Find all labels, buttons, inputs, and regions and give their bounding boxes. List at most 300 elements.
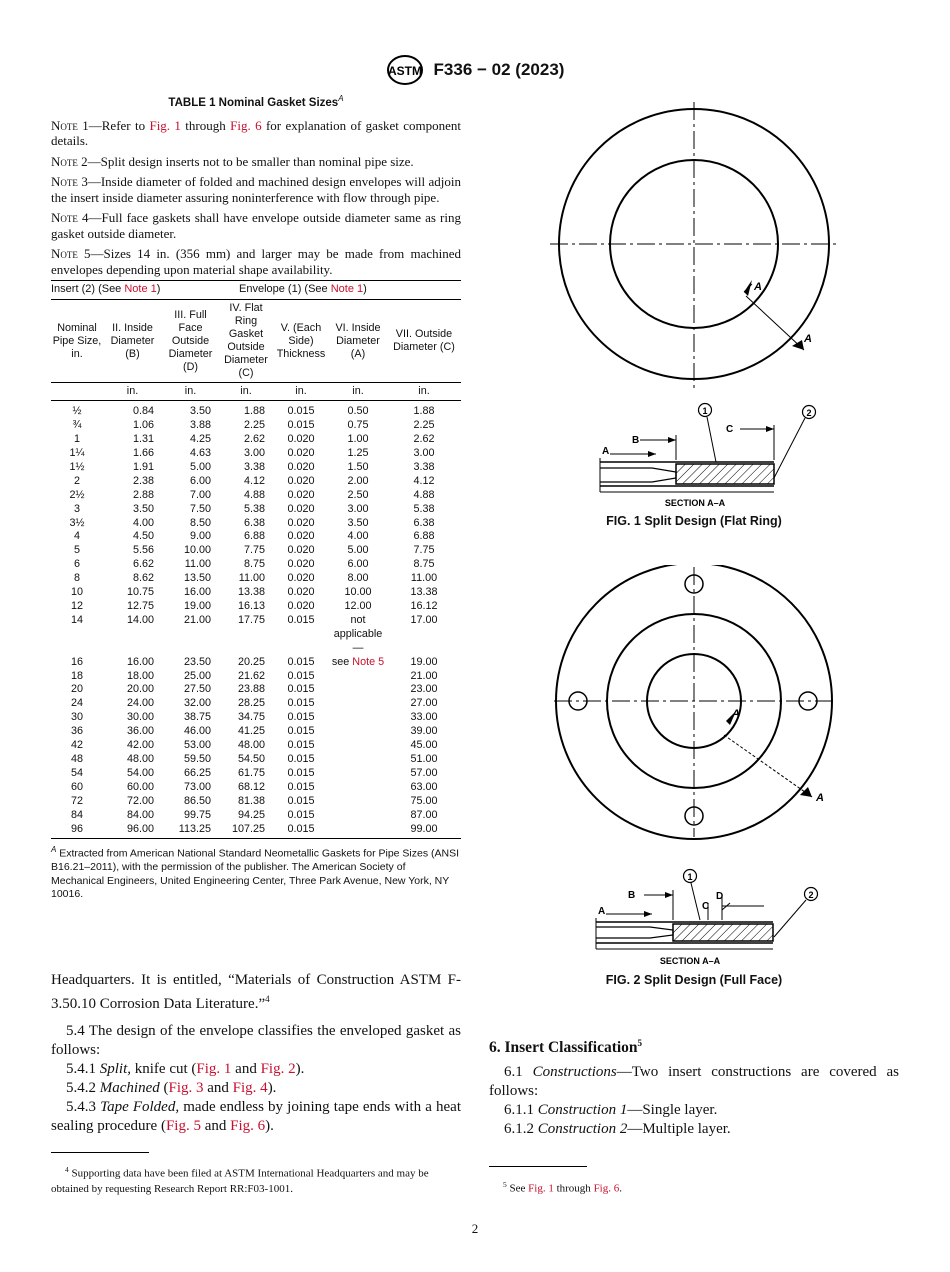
table-cell: 0.015	[287, 697, 315, 710]
page-header	[0, 54, 950, 86]
table-cell: 96	[51, 823, 103, 839]
table-cell: 99.75	[183, 808, 211, 821]
table-row	[51, 628, 461, 656]
nominal-gasket-sizes-table	[51, 280, 461, 839]
table-cell: 4.25	[189, 433, 211, 446]
link-fig-4[interactable]: Fig. 4	[232, 1080, 268, 1096]
table-cell: 0.015	[287, 780, 315, 793]
table-cell: 18.00	[126, 669, 154, 682]
link-fig-5[interactable]: Fig. 5	[165, 1118, 201, 1134]
table-cell: 66.25	[183, 766, 211, 779]
table-cell: 4.00	[347, 530, 369, 543]
table-cell: 30	[70, 711, 83, 724]
table-cell	[329, 725, 387, 739]
table-cell: 63.00	[410, 780, 438, 793]
table-cell: 4	[73, 530, 80, 543]
table-cell	[329, 809, 387, 823]
table-cell: 0.020	[287, 586, 315, 599]
table-cell: 0.75	[347, 419, 369, 432]
table-row	[51, 809, 461, 823]
link-fig-1[interactable]: Fig. 1	[149, 117, 181, 133]
unit-cell: in.	[273, 383, 329, 401]
table-row	[51, 503, 461, 517]
table-cell: 19.00	[410, 655, 438, 668]
full-face-plan-view	[554, 565, 834, 839]
column-header-row	[51, 300, 461, 383]
table-row	[51, 795, 461, 809]
table-cell: 8.50	[189, 516, 211, 529]
unit-cell: in.	[329, 383, 387, 401]
table-cell: 21.62	[237, 669, 265, 682]
table-cell: 24	[70, 697, 83, 710]
footnote-rule	[489, 1166, 587, 1167]
table-cell: 6.00	[189, 474, 211, 487]
table-cell	[329, 697, 387, 711]
table-row	[51, 489, 461, 503]
table-cell	[103, 628, 162, 656]
table-cell: 51.00	[410, 752, 438, 765]
svg-text:C: C	[726, 424, 734, 435]
table-cell: 0.015	[287, 669, 315, 682]
svg-text:A: A	[732, 708, 740, 720]
table-cell: 60	[70, 780, 83, 793]
table-cell: 96.00	[103, 823, 162, 839]
table-cell: 16	[70, 655, 83, 668]
table-cell: 0.015	[287, 766, 315, 779]
table-cell: 4.88	[243, 488, 265, 501]
table-cell: 59.50	[183, 752, 211, 765]
table-cell: 8	[73, 572, 80, 585]
table-note-4: Note 4—Full face gaskets shall have envelope outside diameter same as ring gasket outside diameter.	[51, 210, 461, 241]
table-cell: 0.020	[287, 488, 315, 501]
table-cell: 3.38	[413, 460, 435, 473]
table-cell: 0.020	[287, 600, 315, 613]
table-cell: 13.50	[183, 572, 211, 585]
table-cell: 13.38	[237, 586, 265, 599]
column-header: III. Full Face Outside Diameter (D)	[162, 300, 219, 383]
table-cell: 0.015	[287, 711, 315, 724]
table-cell: 4.50	[132, 530, 154, 543]
table-cell: 2.25	[413, 419, 435, 432]
svg-text:A: A	[804, 333, 812, 345]
table-cell: 0.015	[287, 613, 315, 626]
table-cell: 0.020	[287, 433, 315, 446]
svg-text:1: 1	[702, 406, 708, 416]
table-cell: 11.00	[184, 558, 211, 571]
table-cell: 0.020	[287, 530, 315, 543]
table-cell	[51, 628, 103, 656]
table-cell: 1½	[69, 460, 85, 473]
svg-text:D: D	[716, 891, 724, 902]
table-cell: 46.00	[183, 725, 211, 738]
table-cell: 32.00	[183, 697, 211, 710]
table-cell: 0.015	[287, 419, 315, 432]
table-cell: 54.00	[126, 766, 154, 779]
table-note-2: Note 2—Split design inserts not to be smaller than nominal pipe size.	[51, 153, 414, 169]
svg-text:B: B	[628, 890, 636, 901]
table-cell: 0.020	[287, 544, 315, 557]
table-cell: 2.62	[243, 433, 265, 446]
link-note-1[interactable]: Note 1	[124, 283, 157, 296]
table-cell: 48.00	[126, 752, 154, 765]
table-cell: 2.25	[243, 419, 265, 432]
table-cell: 107.25	[219, 823, 273, 839]
page-number: 2	[471, 1221, 479, 1236]
astm-logo-icon	[386, 54, 424, 86]
table-cell: see Note 5	[331, 655, 385, 668]
table-cell: 6.88	[243, 530, 265, 543]
table-cell: 20	[70, 683, 83, 696]
table-cell: 41.25	[237, 725, 265, 738]
table-cell: 27.00	[410, 697, 438, 710]
link-fig-1[interactable]: Fig. 1	[528, 1182, 554, 1195]
flat-ring-plan-view	[550, 102, 840, 390]
table-row	[51, 725, 461, 739]
table-cell: 24.00	[126, 697, 154, 710]
table-cell: 19.00	[183, 600, 211, 613]
table-cell: 60.00	[126, 780, 154, 793]
fig-1-drawing	[540, 100, 860, 520]
units-row	[51, 383, 461, 401]
table-cell: 0.020	[287, 572, 315, 585]
table-cell: 2.88	[132, 488, 154, 501]
table-cell: 0.84	[132, 405, 154, 418]
table-cell: 0.015	[287, 683, 315, 696]
item-5-4-1: 5.4.1 Split, knife cut (Fig. 1 and Fig. 2).	[66, 1061, 305, 1077]
table-cell: 42.00	[126, 739, 154, 752]
svg-text:C: C	[702, 901, 710, 912]
table-cell: 42	[70, 739, 83, 752]
table-cell	[329, 683, 387, 697]
table-cell: 38.75	[183, 711, 211, 724]
table-cell	[329, 795, 387, 809]
table-row	[51, 419, 461, 433]
table-cell: 4.88	[413, 488, 435, 501]
table-cell: 12	[70, 600, 83, 613]
table-cell: 23.50	[183, 655, 211, 668]
link-note-1[interactable]: Note 1	[330, 283, 364, 296]
table-row	[51, 586, 461, 600]
table-cell: 23.00	[410, 683, 438, 696]
link-fig-2[interactable]: Fig. 2	[260, 1061, 296, 1077]
table-row	[51, 447, 461, 461]
table-row	[51, 530, 461, 544]
table-row	[51, 544, 461, 558]
table-cell: 0.020	[287, 460, 315, 473]
table-note-3: Note 3—Inside diameter of folded and machined design envelopes will adjoin the insert inside diameter assuring noninterference with flow through pipe.	[51, 174, 461, 205]
link-fig-6[interactable]: Fig. 6	[230, 117, 262, 133]
table-cell: 3.00	[413, 447, 435, 460]
table-cell: 17.00	[410, 613, 438, 626]
table-row	[51, 656, 461, 670]
table-cell: 6.00	[347, 558, 369, 571]
svg-text:SECTION A–A: SECTION A–A	[664, 498, 726, 508]
table-cell: 5.38	[243, 502, 265, 515]
table-cell: 10.75	[126, 586, 154, 599]
table-cell: 5.00	[189, 460, 211, 473]
table-row	[51, 823, 461, 839]
table-row	[51, 461, 461, 475]
svg-text:A: A	[754, 281, 762, 293]
svg-text:2: 2	[808, 890, 814, 900]
svg-text:A: A	[598, 906, 606, 917]
table-cell: 7.75	[413, 544, 435, 557]
svg-text:1: 1	[687, 872, 693, 882]
table-cell: 113.25	[162, 823, 219, 839]
table-cell: 21.00	[183, 613, 211, 626]
table-cell: 0.015	[287, 655, 315, 668]
table-cell: 75.00	[410, 794, 438, 807]
table-cell: 2½	[69, 488, 85, 501]
table-cell: 8.00	[347, 572, 369, 585]
table-cell: 6.62	[132, 558, 154, 571]
table-cell: 1¼	[69, 447, 85, 460]
table-cell: 11.00	[410, 572, 438, 585]
table-cell: 2	[73, 474, 80, 487]
full-face-section-view	[596, 870, 818, 967]
table-cell: 3.50	[132, 502, 154, 515]
table-note-5: Note 5—Sizes 14 in. (356 mm) and larger may be made from machined envelopes depending upon material shape availability.	[51, 246, 461, 277]
table-cell: 5.38	[413, 502, 435, 515]
table-cell: 16.00	[183, 586, 211, 599]
table-cell: 25.00	[183, 669, 211, 682]
table-cell: 72	[70, 794, 83, 807]
table-cell: 68.12	[237, 780, 265, 793]
table-cell: 4.63	[189, 447, 211, 460]
table-cell: 4.12	[413, 474, 435, 487]
table-cell	[329, 767, 387, 781]
table-cell: 3	[73, 502, 80, 515]
table-cell: 21.00	[410, 669, 438, 682]
table-cell: 99.00	[387, 823, 461, 839]
table-cell	[273, 628, 329, 656]
table-cell	[387, 628, 461, 656]
column-header: VI. Inside Diameter (A)	[329, 300, 387, 383]
table-cell: ½	[72, 405, 82, 418]
table-1-block	[51, 92, 461, 902]
table-cell: 39.00	[410, 725, 438, 738]
table-cell: 10	[70, 586, 83, 599]
table-cell: 2.38	[132, 474, 154, 487]
table-row	[51, 753, 461, 767]
table-cell: 16.12	[410, 600, 438, 613]
table-cell: 3.50	[347, 516, 369, 529]
table-cell: 5.56	[132, 544, 154, 557]
table-title: TABLE 1 Nominal Gasket Sizes$^A$	[168, 94, 344, 109]
svg-text:A: A	[602, 446, 610, 457]
table-cell: 57.00	[410, 766, 438, 779]
table-cell: 84.00	[126, 808, 154, 821]
table-cell: 18	[70, 669, 83, 682]
table-cell: 7.00	[189, 488, 211, 501]
table-cell: 1.50	[347, 460, 369, 473]
table-cell	[329, 711, 387, 725]
table-cell: 84	[70, 808, 83, 821]
table-cell: 1.88	[243, 405, 265, 418]
paragraph-6-1: 6.1 Constructions—Two insert constructions are covered as follows:	[489, 1064, 899, 1100]
table-cell: 6.38	[413, 516, 435, 529]
table-cell: 3.00	[243, 447, 265, 460]
table-row	[51, 670, 461, 684]
item-6-1-2: 6.1.2 Construction 2—Multiple layer.	[504, 1121, 731, 1138]
table-cell: 8.75	[243, 558, 265, 571]
table-cell: 14	[70, 613, 83, 626]
table-cell: 28.25	[237, 697, 265, 710]
svg-text:A: A	[816, 792, 824, 804]
table-cell: 0.015	[287, 808, 315, 821]
insert-group-label: Insert (2) (See Note 1)	[51, 281, 273, 300]
table-row	[51, 475, 461, 489]
unit-cell	[51, 383, 103, 401]
link-fig-1[interactable]: Fig. 1	[196, 1061, 232, 1077]
column-header: VII. Outside Diameter (C)	[387, 300, 461, 383]
fig-2-drawing	[540, 565, 860, 975]
table-note-1: Note 1—Refer to Fig. 1 through Fig. 6 for explanation of gasket component details.	[51, 117, 462, 149]
table-cell: 1.66	[132, 447, 154, 460]
table-cell: 2.00	[347, 474, 369, 487]
table-cell: 48	[70, 752, 83, 765]
table-cell: 12.75	[126, 600, 154, 613]
table-cell: 8.75	[413, 558, 435, 571]
unit-cell: in.	[103, 383, 162, 401]
table-cell: 36	[70, 725, 83, 738]
table-cell: 0.020	[287, 474, 315, 487]
table-row	[51, 767, 461, 781]
table-cell: 3½	[69, 516, 85, 529]
link-fig-6[interactable]: Fig. 6	[230, 1118, 266, 1134]
paragraph: Headquarters. It is entitled, “Materials of Construction ASTM F-3.50.10 Corrosion Data Literature.”$^4$	[51, 972, 461, 1012]
table-cell: 7.75	[243, 544, 265, 557]
table-cell: 9.00	[189, 530, 211, 543]
table-cell: 10.00	[183, 544, 211, 557]
table-row	[51, 600, 461, 614]
table-group-header	[51, 281, 461, 300]
section-6-heading: 6. Insert Classification$^5$	[489, 1038, 643, 1057]
footnote-5: $^5$ See Fig. 1 through Fig. 6.	[503, 1180, 622, 1195]
link-note-5[interactable]: Note 5	[352, 655, 385, 668]
footnote-rule	[51, 1152, 149, 1153]
table-cell: 5.00	[347, 544, 369, 557]
table-cell: 54	[70, 766, 83, 779]
table-cell: 1.91	[132, 460, 154, 473]
table-cell: not	[350, 613, 366, 626]
column-header: Nominal Pipe Size, in.	[51, 300, 103, 383]
footnote-4: $^4$ Supporting data have been filed at ASTM International Headquarters and may be obtained by requesting Research Report RR:F03-1001.	[51, 1165, 429, 1195]
table-cell: 2.50	[347, 488, 369, 501]
table-cell: 0.020	[287, 516, 315, 529]
table-cell: 81.38	[237, 794, 265, 807]
fig-2-caption: FIG. 2 Split Design (Full Face)	[605, 973, 783, 987]
table-cell: 61.75	[237, 766, 265, 779]
table-cell: 72.00	[126, 794, 154, 807]
table-cell: 1.31	[132, 433, 154, 446]
table-cell: 3.00	[347, 502, 369, 515]
table-row	[51, 401, 461, 419]
table-cell: 10.00	[344, 586, 372, 599]
table-cell: 4.12	[243, 474, 265, 487]
table-cell: 13.38	[410, 586, 438, 599]
item-5-4-3: 5.4.3 Tape Folded, made endless by joining tape ends with a heat sealing procedure (Fig. 5 and Fig. 6).	[51, 1099, 461, 1134]
table-cell: 12.00	[344, 600, 372, 613]
table-cell: 4.00	[132, 516, 154, 529]
table-cell: 3.88	[189, 419, 211, 432]
table-row	[51, 739, 461, 753]
flat-ring-section-view	[600, 404, 816, 509]
table-cell	[329, 739, 387, 753]
table-cell: 6.38	[243, 516, 265, 529]
table-cell: 3.38	[243, 460, 265, 473]
table-cell: 0.015	[273, 823, 329, 839]
table-row	[51, 614, 461, 628]
table-cell: 94.25	[237, 808, 265, 821]
table-footnote-a: $^A$ Extracted from American National Standard Neometallic Gaskets for Pipe Sizes (ANSI B16.21–2011), with the permission of the publisher. The American Society of Mechanical Engineers, United Engineering Center, Three Park Avenue, New York, NY 10016.	[51, 845, 460, 901]
table-cell: 20.00	[126, 683, 154, 696]
table-cell: 1.00	[347, 433, 369, 446]
unit-cell: in.	[219, 383, 273, 401]
column-header: II. Inside Diameter (B)	[103, 300, 162, 383]
table-cell: ¾	[72, 419, 82, 432]
table-cell	[329, 781, 387, 795]
table-cell: 36.00	[126, 725, 154, 738]
table-cell: 0.020	[287, 502, 315, 515]
table-cell: applicable—	[333, 627, 383, 654]
table-cell: 0.50	[347, 405, 369, 418]
table-cell: 34.75	[237, 711, 265, 724]
table-cell: 45.00	[410, 739, 438, 752]
table-cell	[219, 628, 273, 656]
table-cell: 0.015	[287, 405, 315, 418]
table-cell: 0.015	[287, 739, 315, 752]
table-row	[51, 558, 461, 572]
table-cell: 0.020	[287, 558, 315, 571]
svg-text:2: 2	[806, 408, 812, 418]
table-cell: 1.06	[132, 419, 154, 432]
table-cell: 3.50	[189, 405, 211, 418]
table-cell: 2.62	[413, 433, 435, 446]
table-cell: 53.00	[183, 739, 211, 752]
table-cell: 20.25	[237, 655, 265, 668]
table-cell: 0.020	[287, 447, 315, 460]
table-cell: 27.50	[183, 683, 211, 696]
table-cell: 8.62	[132, 572, 154, 585]
table-cell: 1	[73, 433, 80, 446]
column-header: IV. Flat Ring Gasket Outside Diameter (C)	[219, 300, 273, 383]
table-cell: 73.00	[183, 780, 211, 793]
table-cell: 5	[73, 544, 80, 557]
table-cell: 0.015	[287, 752, 315, 765]
item-6-1-1: 6.1.1 Construction 1—Single layer.	[504, 1102, 718, 1119]
unit-cell: in.	[162, 383, 219, 401]
table-row	[51, 781, 461, 795]
table-cell: 48.00	[237, 739, 265, 752]
table-cell: 30.00	[126, 711, 154, 724]
table-cell: 16.00	[126, 655, 154, 668]
document-designation: F336 − 02 (2023)	[433, 60, 565, 79]
table-row	[51, 683, 461, 697]
table-cell: 54.50	[237, 752, 265, 765]
table-cell: 23.88	[237, 683, 265, 696]
column-header: V. (Each Side) Thickness	[273, 300, 329, 383]
table-row	[51, 711, 461, 725]
table-cell: 0.015	[287, 794, 315, 807]
table-cell: 14.00	[126, 613, 154, 626]
link-fig-6[interactable]: Fig. 6	[593, 1182, 620, 1195]
section-6-text	[489, 1034, 899, 1139]
table-row	[51, 697, 461, 711]
table-cell: 11.00	[238, 572, 265, 585]
link-fig-3[interactable]: Fig. 3	[168, 1080, 204, 1096]
table-cell	[162, 628, 219, 656]
